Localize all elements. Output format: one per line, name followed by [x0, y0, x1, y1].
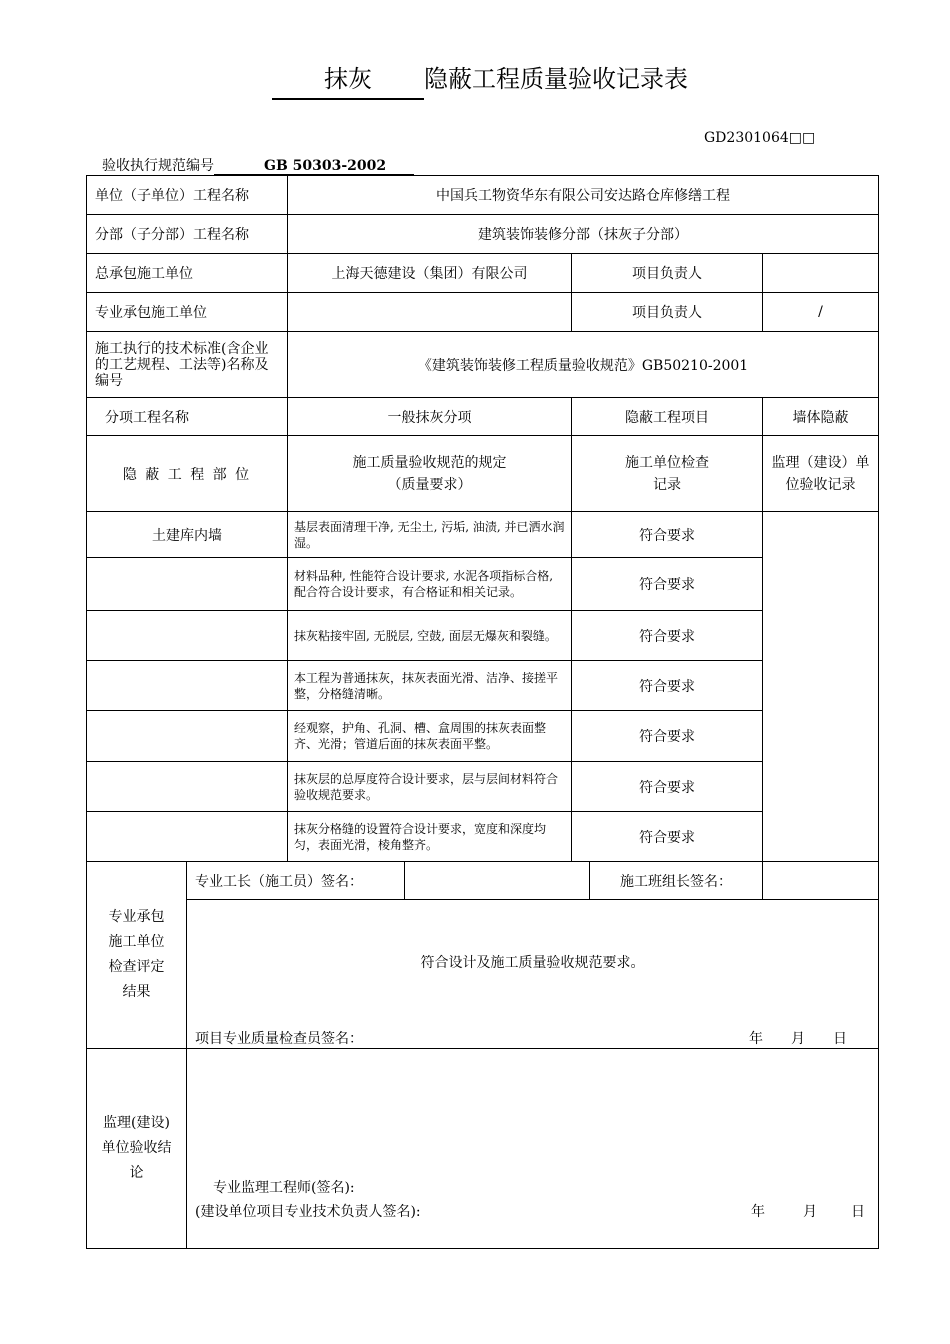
team-leader-sign-value: [763, 862, 879, 900]
location-cell: [87, 762, 288, 812]
item-result: 符合要求: [572, 558, 763, 611]
spec-label: 验收执行规范编号: [102, 158, 214, 174]
title-item: 抹灰: [272, 62, 424, 100]
spec-value: GB 50303-2002: [214, 158, 414, 175]
location-cell: 土建库内墙: [87, 512, 288, 558]
item-result: 符合要求: [572, 812, 763, 862]
inspection-table: [86, 175, 879, 1249]
item-row: [87, 558, 879, 611]
spec-line: [102, 155, 414, 175]
gc-manager-label: 项目负责人: [572, 254, 763, 293]
standard-value: 《建筑装饰装修工程质量验收规范》GB50210-2001: [288, 332, 879, 398]
subitem-value: 一般抹灰分项: [288, 398, 572, 436]
location-cell: [87, 661, 288, 711]
unit-row: [87, 176, 879, 215]
item-result: 符合要求: [572, 512, 763, 558]
spec-header: [288, 436, 572, 512]
item-requirement: 经观察，护角、孔洞、槽、盒周围的抹灰表面整齐、光滑；管道后面的抹灰表面平整。: [288, 711, 572, 762]
division-row: [87, 215, 879, 254]
location-cell: [87, 711, 288, 762]
supervisor-date-month: 月: [803, 1204, 817, 1220]
item-row: [87, 512, 879, 558]
location-cell: [87, 812, 288, 862]
sc-row: [87, 293, 879, 332]
form-code: GD2301064□□: [704, 130, 816, 146]
gc-manager-value: [763, 254, 879, 293]
spec-header-line2: （质量要求）: [387, 476, 472, 493]
item-requirement: 基层表面清理干净, 无尘土, 污垢, 油渍, 并已洒水润湿。: [288, 512, 572, 558]
item-result: 符合要求: [572, 762, 763, 812]
item-requirement: 抹灰粘接牢固, 无脱层, 空鼓, 面层无爆灰和裂缝。: [288, 611, 572, 661]
item-result: 符合要求: [572, 611, 763, 661]
item-requirement: 抹灰层的总厚度符合设计要求，层与层间材料符合验收规范要求。: [288, 762, 572, 812]
location-header: 隐 蔽 工 程 部 位: [87, 436, 288, 512]
item-result: 符合要求: [572, 711, 763, 762]
supervisor-row: [87, 1049, 879, 1249]
check-header-line1: 施工单位检查: [625, 454, 709, 471]
item-result: 符合要求: [572, 661, 763, 711]
contractor-date-year: 年: [749, 1031, 763, 1047]
location-cell: [87, 611, 288, 661]
contractor-date-day: 日: [833, 1031, 847, 1047]
sc-manager-label: 项目负责人: [572, 293, 763, 332]
supervision-record-header: 监理（建设）单位验收记录: [763, 436, 879, 512]
unit-value: 中国兵工物资华东有限公司安达路仓库修缮工程: [288, 176, 879, 215]
column-header-row: [87, 436, 879, 512]
item-requirement: 抹灰分格缝的设置符合设计要求，宽度和深度均匀，表面光滑，棱角整齐。: [288, 812, 572, 862]
contractor-sign-row: [87, 862, 879, 900]
standard-label: 施工执行的技术标准(含企业的工艺规程、工法等)名称及编号: [87, 332, 288, 398]
supervisor-label: 监理(建设)单位验收结论: [87, 1049, 187, 1249]
contractor-conclusion: 符合设计及施工质量验收规范要求。: [420, 955, 645, 971]
subitem-label: 分项工程名称: [87, 398, 288, 436]
contractor-result-cell: [187, 900, 879, 1049]
gc-value: 上海天德建设（集团）有限公司: [288, 254, 572, 293]
check-header: [572, 436, 763, 512]
division-label: 分部（子分部）工程名称: [87, 215, 288, 254]
supervision-record-cell: [763, 512, 879, 862]
owner-sign-label: (建设单位项目专业技术负责人签名):: [195, 1204, 421, 1220]
item-row: [87, 812, 879, 862]
item-requirement: 本工程为普通抹灰，抹灰表面光滑、洁净、接搓平整，分格缝清晰。: [288, 661, 572, 711]
hidden-item-value: 墙体隐蔽: [763, 398, 879, 436]
item-row: [87, 762, 879, 812]
item-row: [87, 711, 879, 762]
team-leader-sign-label: 施工班组长签名：: [590, 862, 763, 900]
foreman-sign-value: [405, 862, 590, 900]
foreman-sign-label: 专业工长（施工员）签名：: [187, 862, 405, 900]
supervisor-date-year: 年: [751, 1204, 765, 1220]
sc-label: 专业承包施工单位: [87, 293, 288, 332]
item-row: [87, 661, 879, 711]
gc-label: 总承包施工单位: [87, 254, 288, 293]
item-row: [87, 611, 879, 661]
supervisor-engineer-sign-label: 专业监理工程师(签名):: [213, 1180, 355, 1196]
contractor-date-month: 月: [791, 1031, 805, 1047]
check-header-line2: 记录: [653, 476, 681, 493]
gc-row: [87, 254, 879, 293]
title-text: 隐蔽工程质量验收记录表: [424, 65, 688, 93]
contractor-result-row: [87, 900, 879, 1049]
supervisor-result-cell: [187, 1049, 879, 1249]
location-cell: [87, 558, 288, 611]
division-value: 建筑装饰装修分部（抹灰子分部）: [288, 215, 879, 254]
standard-row: [87, 332, 879, 398]
hidden-item-label: 隐蔽工程项目: [572, 398, 763, 436]
spec-header-line1: 施工质量验收规范的规定: [352, 454, 507, 471]
supervisor-date-day: 日: [851, 1204, 865, 1220]
sc-manager-value: /: [763, 293, 879, 332]
contractor-label: 专业承包施工单位检查评定结果: [87, 862, 187, 1049]
subitem-row: [87, 398, 879, 436]
unit-label: 单位（子单位）工程名称: [87, 176, 288, 215]
item-requirement: 材料品种, 性能符合设计要求, 水泥各项指标合格, 配合符合设计要求，有合格证和相关记录。: [288, 558, 572, 611]
sc-value: [288, 293, 572, 332]
inspector-sign-label: 项目专业质量检查员签名：: [195, 1031, 363, 1047]
